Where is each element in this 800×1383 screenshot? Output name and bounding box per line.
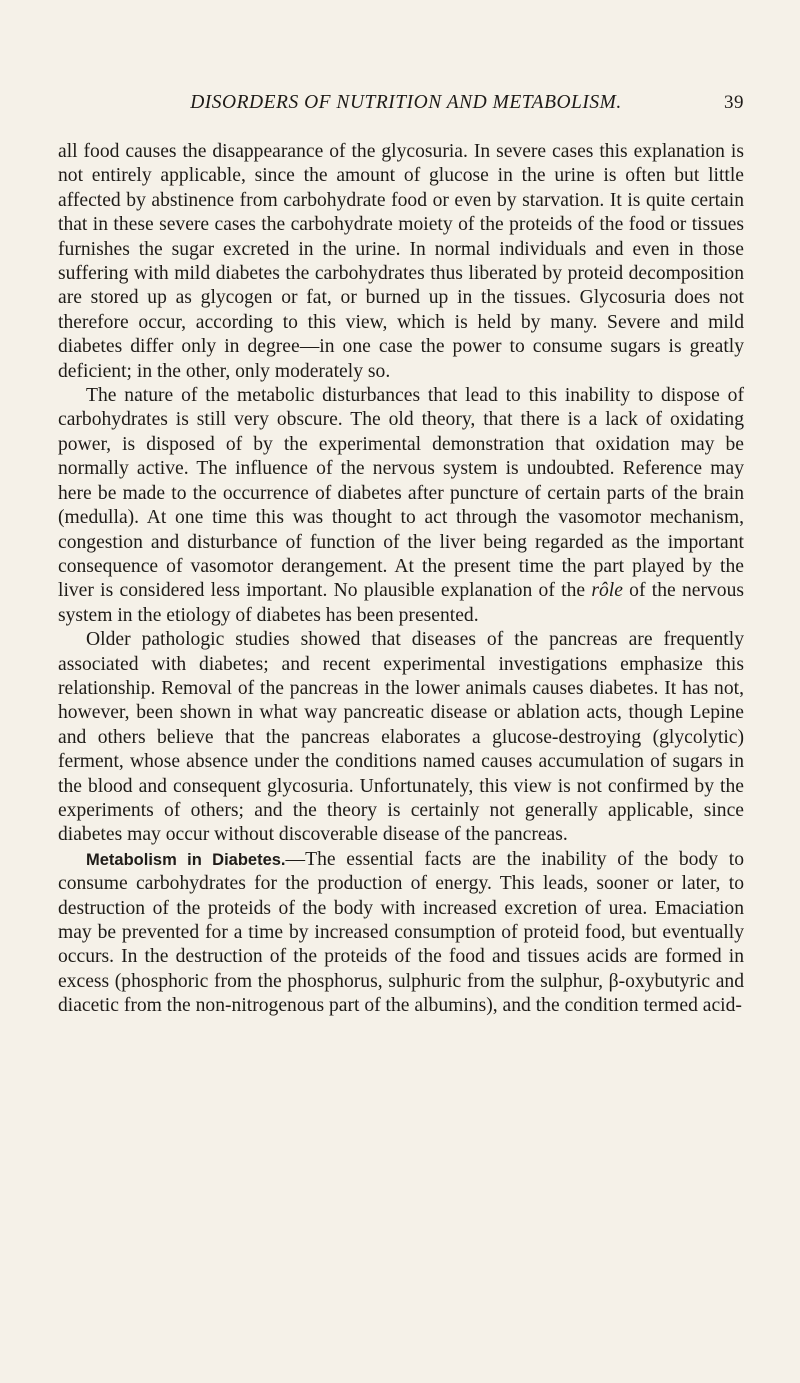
running-head: [58, 92, 744, 122]
paragraph-metabolic-disturbances: [58, 384, 744, 628]
paragraph-text: —The essential facts are the inability of the body to consume carbohydrates for the production of energy. This leads, sooner or later, to destruction of the proteids of the body with increased excretion of urea. Emaciation may be prevented for a time by increased consumption of proteid food, but eventually occurs. In the destruction of the proteids of the food and tissues acids are formed in excess (phosphoric from the phosphorus, sulphuric from the sulphur, β-oxybutyric and diacetic from the non-nitrogenous part of the albumins), and the condition termed acid-: [58, 848, 744, 1017]
italic-term: rôle: [591, 580, 623, 602]
section-heading: Metabolism in Diabetes.: [86, 850, 286, 869]
paragraph-text: Older pathologic studies showed that diseases of the pancreas are frequently associated with diabetes; and recent experimental investigations emphasize this relationship. Removal of the pancreas in the lower animals causes diabetes. It has not, however, been shown in what way pancreatic disease or ablation acts, though Lepine and others believe that the pancreas elaborates a glucose-destroying (glycolytic) ferment, whose absence under the conditions named causes accumulation of sugars in the blood and consequent glycosuria. Unfortunately, this view is not confirmed by the experiments of others; and the theory is certainly not generally applicable, since diabetes may occur without discoverable disease of the pancreas.: [58, 629, 744, 846]
paragraph-pancreas: [58, 628, 744, 848]
page-body: [58, 140, 744, 1019]
paragraph-text: all food causes the disappearance of the glycosuria. In severe cases this explanation is not entirely applicable, since the amount of glucose in the urine is often but little affected by abstinence from carbohydrate food or even by starvation. It is quite certain that in these severe cases the carbohydrate moiety of the proteids of the food or tissues furnishes the sugar excreted in the urine. In normal individuals and even in those suffering with mild diabetes the carbohydrates thus liberated by proteid decomposition are stored up as glycogen or fat, or burned up in the tissues. Glycosuria does not therefore occur, according to this view, which is held by many. Severe and mild diabetes differ only in degree—in one case the power to consume sugars is greatly deficient; in the other, only moderately so.: [58, 141, 744, 382]
page-number: 39: [724, 92, 744, 113]
running-title: DISORDERS OF NUTRITION AND METABOLISM.: [190, 92, 622, 113]
paragraph-text-after: of the nervous system in the etiology of diabetes has been presented.: [58, 580, 744, 626]
paragraph-glycosuria-continuation: [58, 140, 744, 384]
paragraph-text: The nature of the metabolic disturbances that lead to this inability to dispose of carbohydrates is still very obscure. The old theory, that there is a lack of oxidating power, is disposed of by the experimental demonstration that oxidation may be normally active. The influence of the nervous system is undoubted. Reference may here be made to the occurrence of diabetes after puncture of certain parts of the brain (medulla). At one time this was thought to act through the vasomotor mechanism, congestion and disturbance of function of the liver being regarded as the important consequence of vasomotor derangement. At the present time the part played by the liver is considered less important. No plausible explanation of the: [58, 385, 744, 602]
paragraph-metabolism-in-diabetes: [58, 848, 744, 1019]
